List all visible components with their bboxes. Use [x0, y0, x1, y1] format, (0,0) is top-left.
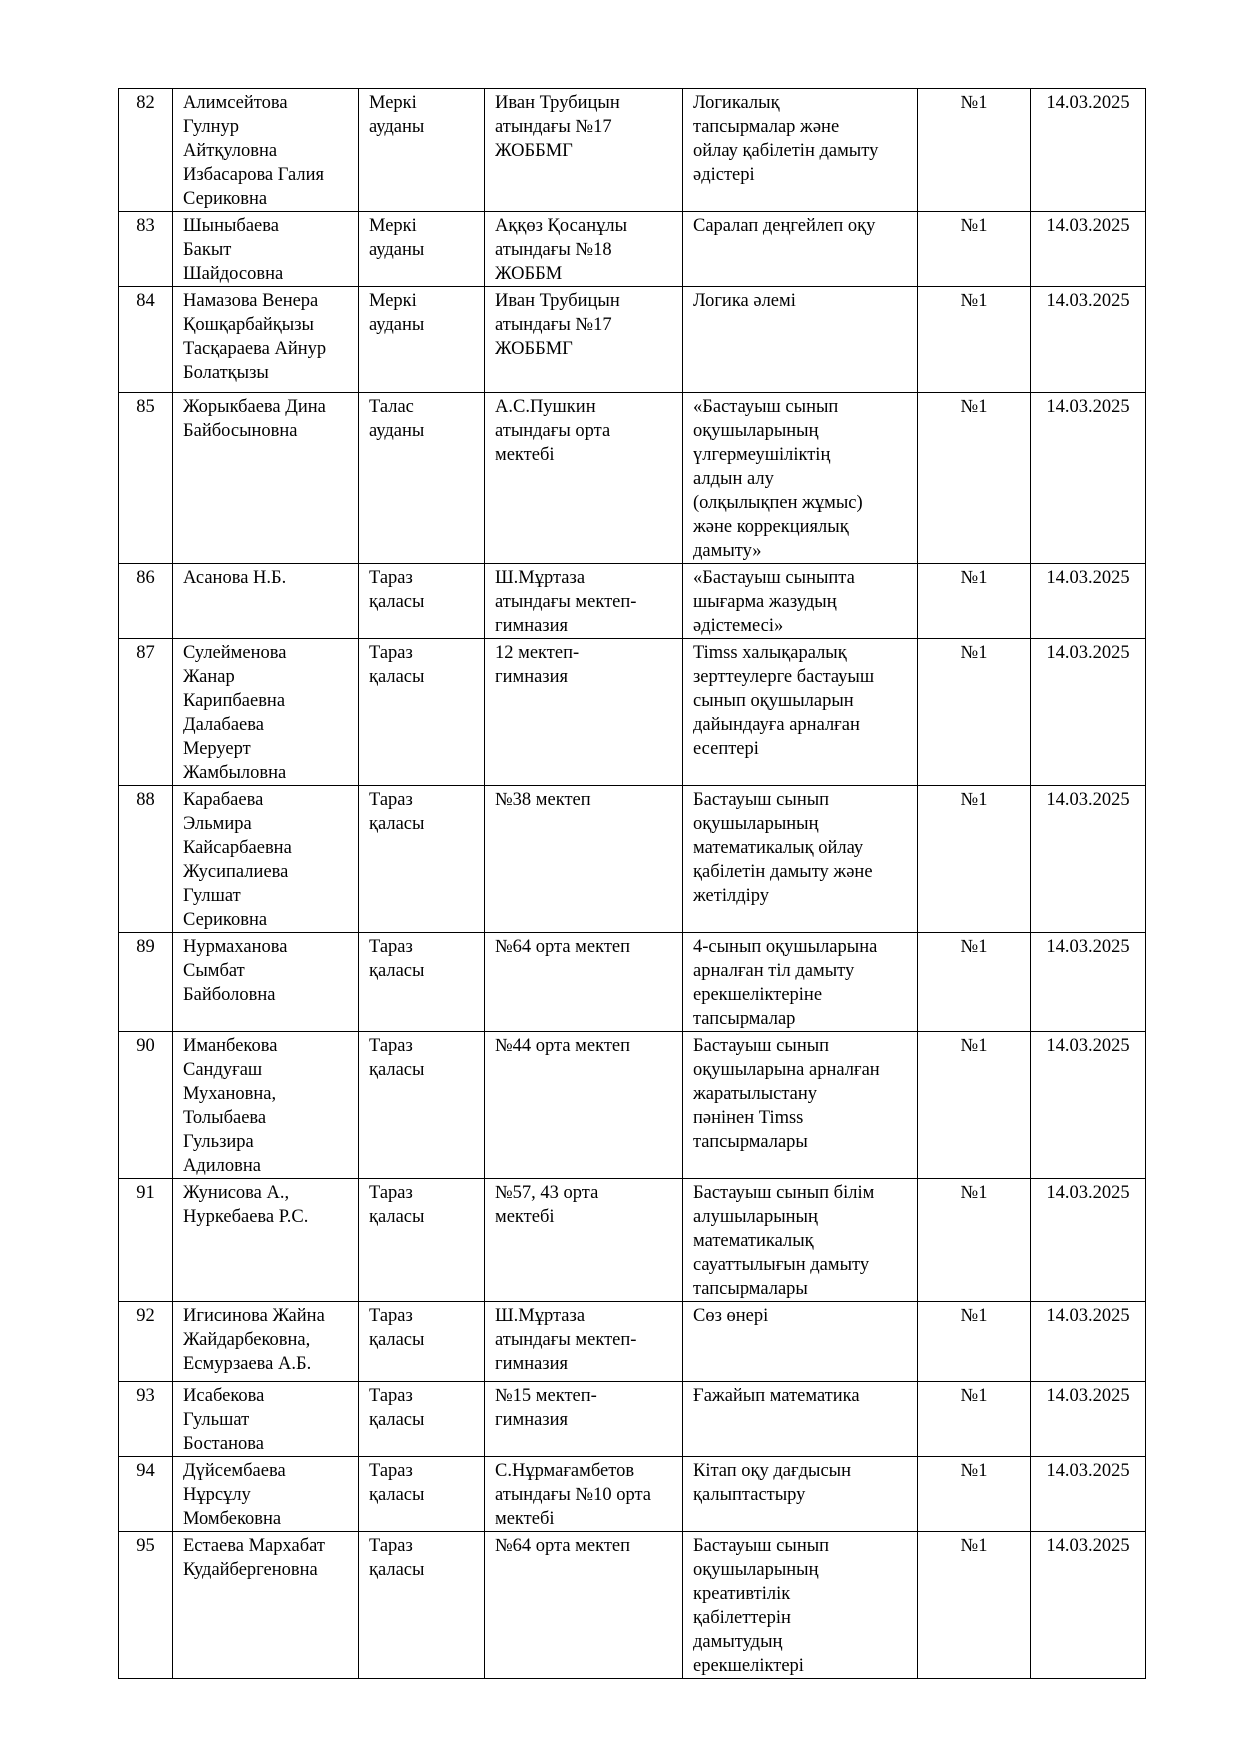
table-body	[119, 89, 1146, 1679]
certificate-number: №1	[918, 1032, 1031, 1179]
table-row	[119, 89, 1146, 212]
date: 14.03.2025	[1031, 1302, 1146, 1382]
participants-table	[118, 88, 1146, 1679]
participant-name: Нурмаханова Сымбат Байболовна	[173, 933, 359, 1032]
topic: Бастауыш сынып оқушыларының математикалық ойлау қабілетін дамыту және жетілдіру	[683, 786, 918, 933]
table-row	[119, 1179, 1146, 1302]
date: 14.03.2025	[1031, 933, 1146, 1032]
table-row	[119, 639, 1146, 786]
table-row	[119, 1532, 1146, 1679]
participant-name: Карабаева Эльмира Кайсарбаевна Жусипалиева Гулшат Сериковна	[173, 786, 359, 933]
participant-name: Иманбекова Сандуғаш Мухановна, Толыбаева Гульзира Адиловна	[173, 1032, 359, 1179]
table-row	[119, 212, 1146, 287]
school: Иван Трубицын атындағы №17 ЖОББМГ	[485, 287, 683, 393]
school: №44 орта мектеп	[485, 1032, 683, 1179]
school: Ш.Мұртаза атындағы мектеп- гимназия	[485, 1302, 683, 1382]
certificate-number: №1	[918, 1457, 1031, 1532]
district: Меркі ауданы	[359, 287, 485, 393]
row-number: 91	[119, 1179, 173, 1302]
participant-name: Жунисова А., Нуркебаева Р.С.	[173, 1179, 359, 1302]
row-number: 85	[119, 393, 173, 564]
district: Тараз қаласы	[359, 1532, 485, 1679]
row-number: 88	[119, 786, 173, 933]
certificate-number: №1	[918, 1302, 1031, 1382]
row-number: 83	[119, 212, 173, 287]
row-number: 89	[119, 933, 173, 1032]
row-number: 92	[119, 1302, 173, 1382]
row-number: 95	[119, 1532, 173, 1679]
participant-name: Шыныбаева Бакыт Шайдосовна	[173, 212, 359, 287]
district: Тараз қаласы	[359, 1032, 485, 1179]
participant-name: Естаева Мархабат Кудайбергеновна	[173, 1532, 359, 1679]
table-row	[119, 1382, 1146, 1457]
certificate-number: №1	[918, 287, 1031, 393]
row-number: 90	[119, 1032, 173, 1179]
topic: Сөз өнері	[683, 1302, 918, 1382]
table-row	[119, 1032, 1146, 1179]
school: №64 орта мектеп	[485, 933, 683, 1032]
topic: «Бастауыш сынып оқушыларының үлгермеушіліктің алдын алу (олқылықпен жұмыс) және коррекциялық дамыту»	[683, 393, 918, 564]
topic: Бастауыш сынып оқушыларының креативтілік қабілеттерін дамытудың ерекшеліктері	[683, 1532, 918, 1679]
district: Тараз қаласы	[359, 564, 485, 639]
table-row	[119, 1302, 1146, 1382]
school: №15 мектеп- гимназия	[485, 1382, 683, 1457]
district: Тараз қаласы	[359, 786, 485, 933]
row-number: 93	[119, 1382, 173, 1457]
participant-name: Сулейменова Жанар Карипбаевна Далабаева Меруерт Жамбыловна	[173, 639, 359, 786]
district: Тараз қаласы	[359, 1302, 485, 1382]
date: 14.03.2025	[1031, 1382, 1146, 1457]
date: 14.03.2025	[1031, 212, 1146, 287]
topic: Логикалық тапсырмалар және ойлау қабілетін дамыту әдістері	[683, 89, 918, 212]
participant-name: Жорыкбаева Дина Байбосыновна	[173, 393, 359, 564]
school: Иван Трубицын атындағы №17 ЖОББМГ	[485, 89, 683, 212]
school: №38 мектеп	[485, 786, 683, 933]
certificate-number: №1	[918, 564, 1031, 639]
topic: Кітап оқу дағдысын қалыптастыру	[683, 1457, 918, 1532]
date: 14.03.2025	[1031, 1032, 1146, 1179]
table-row	[119, 933, 1146, 1032]
date: 14.03.2025	[1031, 287, 1146, 393]
certificate-number: №1	[918, 786, 1031, 933]
certificate-number: №1	[918, 393, 1031, 564]
district: Тараз қаласы	[359, 1382, 485, 1457]
date: 14.03.2025	[1031, 1457, 1146, 1532]
district: Тараз қаласы	[359, 1457, 485, 1532]
participant-name: Намазова Венера Қошқарбайқызы Тасқараева Айнур Болатқызы	[173, 287, 359, 393]
school: Аққөз Қосанұлы атындағы №18 ЖОББМ	[485, 212, 683, 287]
participant-name: Исабекова Гульшат Бостанова	[173, 1382, 359, 1457]
district: Меркі ауданы	[359, 89, 485, 212]
table-row	[119, 393, 1146, 564]
participant-name: Асанова Н.Б.	[173, 564, 359, 639]
certificate-number: №1	[918, 212, 1031, 287]
certificate-number: №1	[918, 89, 1031, 212]
district: Тараз қаласы	[359, 639, 485, 786]
row-number: 82	[119, 89, 173, 212]
topic: «Бастауыш сыныпта шығарма жазудың әдістемесі»	[683, 564, 918, 639]
date: 14.03.2025	[1031, 89, 1146, 212]
district: Меркі ауданы	[359, 212, 485, 287]
district: Тараз қаласы	[359, 1179, 485, 1302]
topic: Саралап деңгейлеп оқу	[683, 212, 918, 287]
school: С.Нұрмағамбетов атындағы №10 орта мектебі	[485, 1457, 683, 1532]
school: №57, 43 орта мектебі	[485, 1179, 683, 1302]
school: 12 мектеп- гимназия	[485, 639, 683, 786]
certificate-number: №1	[918, 1382, 1031, 1457]
topic: Бастауыш сынып оқушыларына арналған жаратылыстану пәнінен Timss тапсырмалары	[683, 1032, 918, 1179]
table-row	[119, 1457, 1146, 1532]
row-number: 87	[119, 639, 173, 786]
participant-name: Игисинова Жайна Жайдарбековна, Есмурзаева А.Б.	[173, 1302, 359, 1382]
row-number: 94	[119, 1457, 173, 1532]
date: 14.03.2025	[1031, 393, 1146, 564]
topic: 4-сынып оқушыларына арналған тіл дамыту ерекшеліктеріне тапсырмалар	[683, 933, 918, 1032]
table-row	[119, 564, 1146, 639]
date: 14.03.2025	[1031, 639, 1146, 786]
date: 14.03.2025	[1031, 1532, 1146, 1679]
date: 14.03.2025	[1031, 1179, 1146, 1302]
participant-name: Дүйсембаева Нұрсұлу Момбековна	[173, 1457, 359, 1532]
topic: Ғажайып математика	[683, 1382, 918, 1457]
school: №64 орта мектеп	[485, 1532, 683, 1679]
topic: Логика әлемі	[683, 287, 918, 393]
district: Тараз қаласы	[359, 933, 485, 1032]
topic: Timss халықаралық зерттеулерге бастауыш сынып оқушыларын дайындауға арналған есептері	[683, 639, 918, 786]
participant-name: Алимсейтова Гулнур Айтқуловна Избасарова Галия Сериковна	[173, 89, 359, 212]
row-number: 84	[119, 287, 173, 393]
school: А.С.Пушкин атындағы орта мектебі	[485, 393, 683, 564]
certificate-number: №1	[918, 1532, 1031, 1679]
date: 14.03.2025	[1031, 786, 1146, 933]
district: Талас ауданы	[359, 393, 485, 564]
school: Ш.Мұртаза атындағы мектеп- гимназия	[485, 564, 683, 639]
certificate-number: №1	[918, 933, 1031, 1032]
certificate-number: №1	[918, 639, 1031, 786]
certificate-number: №1	[918, 1179, 1031, 1302]
table-row	[119, 287, 1146, 393]
date: 14.03.2025	[1031, 564, 1146, 639]
row-number: 86	[119, 564, 173, 639]
topic: Бастауыш сынып білім алушыларының математикалық сауаттылығын дамыту тапсырмалары	[683, 1179, 918, 1302]
table-row	[119, 786, 1146, 933]
